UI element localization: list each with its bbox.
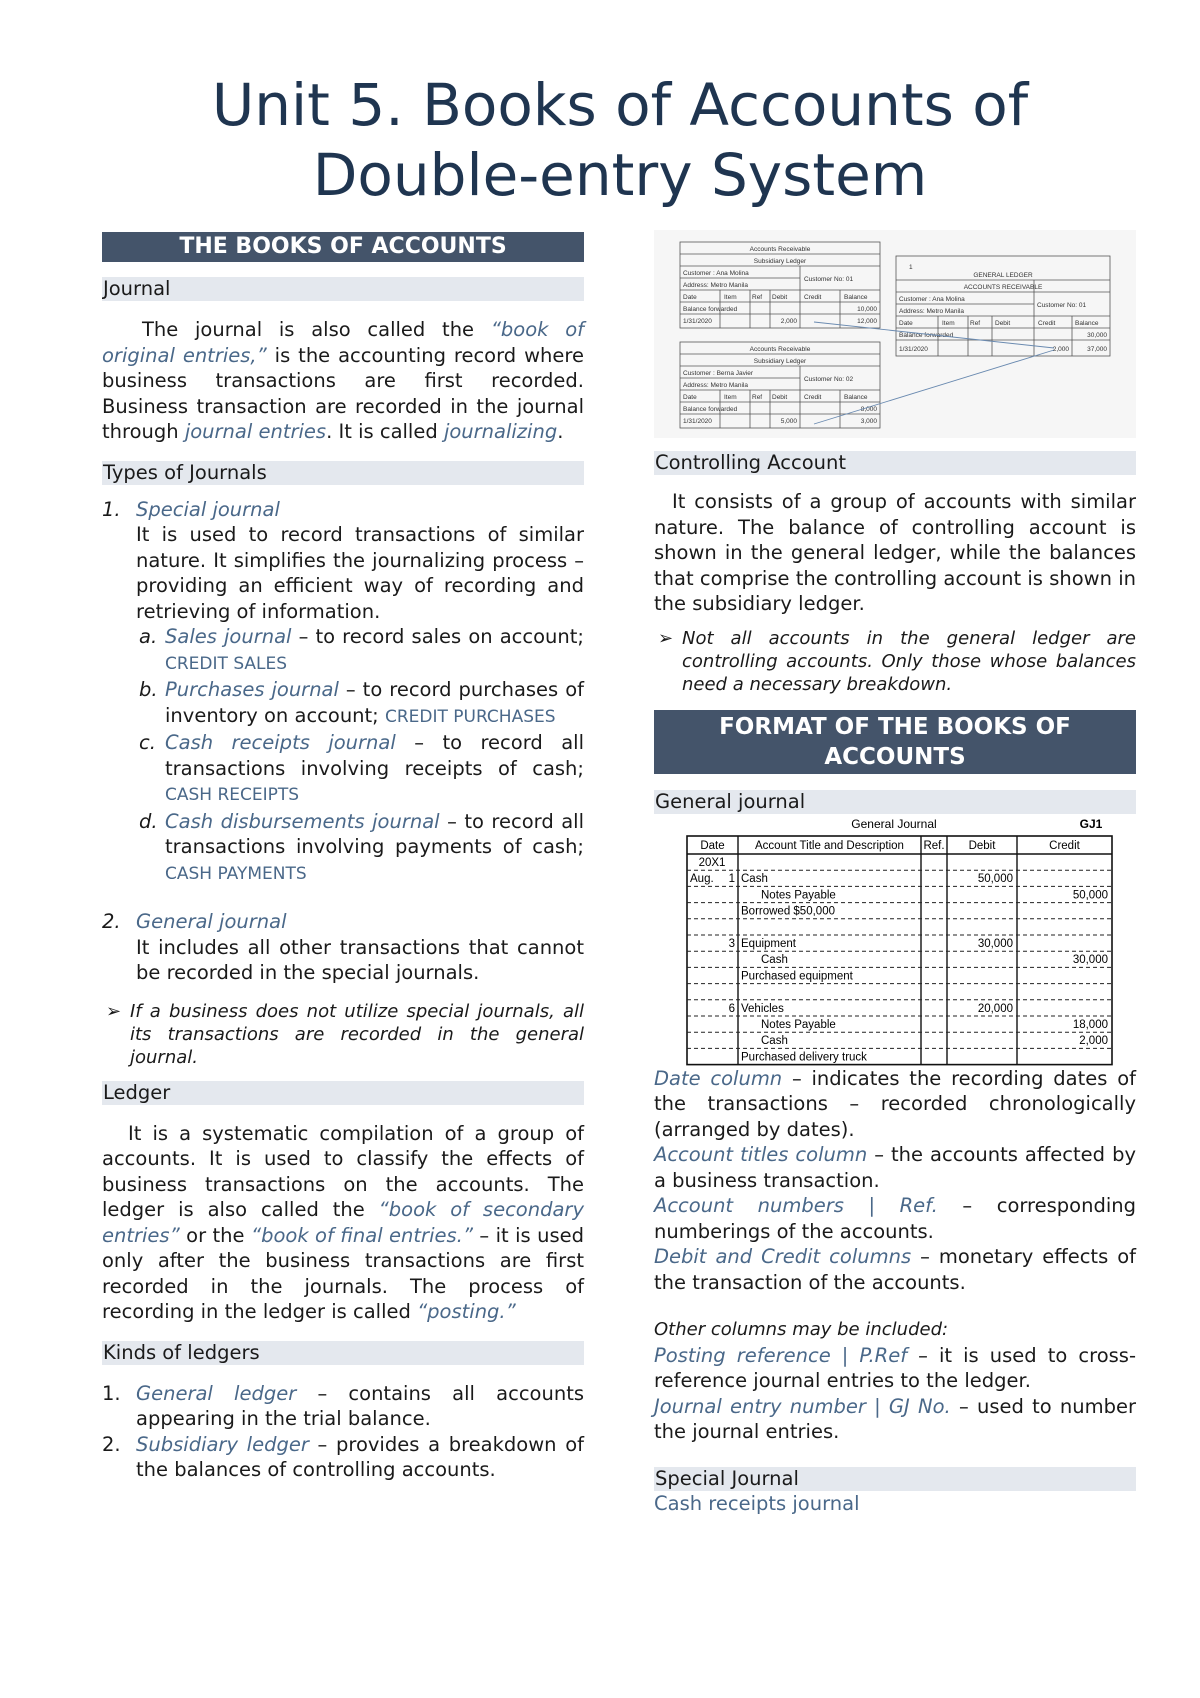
svg-text:Ref: Ref xyxy=(752,394,763,401)
svg-text:Balance forwarded: Balance forwarded xyxy=(683,406,738,413)
svg-text:2,000: 2,000 xyxy=(1052,346,1069,353)
note-controlling-accounts: ➢ Not all accounts in the general ledger are controlling accounts. Only those whose balances need a necessary breakdown. xyxy=(658,627,1136,695)
other-column-descriptions xyxy=(654,1343,1136,1445)
gj-account: Cash xyxy=(761,1034,788,1047)
arrow-icon: ➢ xyxy=(106,1000,122,1022)
right-column xyxy=(654,230,1136,1516)
gj-credit: 50,000 xyxy=(1072,888,1108,901)
gj-account: Equipment xyxy=(741,937,796,950)
svg-text:Balance: Balance xyxy=(1075,320,1099,327)
svg-text:Ref: Ref xyxy=(752,294,763,301)
gj-year: 20X1 xyxy=(698,856,726,869)
list-item: a. Sales journal – to record sales on account; CREDIT SALES xyxy=(139,625,584,674)
gj-debit: 30,000 xyxy=(977,937,1013,950)
special-journal-heading: Special Journal xyxy=(654,1467,1136,1491)
special-journal-desc: It is used to record transactions of similar nature. It simplifies the journalizing process – providing an efficient way of recording and retrieving of information. xyxy=(136,523,584,623)
gj-account: Cash xyxy=(741,872,768,885)
gj-month: Aug. xyxy=(690,872,714,885)
arrow-icon: ➢ xyxy=(658,627,674,649)
svg-text:Date: Date xyxy=(899,320,913,327)
svg-text:Date: Date xyxy=(683,394,697,401)
other-columns-label: Other columns may be included: xyxy=(654,1319,949,1340)
svg-text:Subsidiary Ledger: Subsidiary Ledger xyxy=(753,358,807,365)
list-item: c. Cash receipts journal – to record all transactions involving receipts of cash; CASH RECEIPTS xyxy=(139,731,584,805)
page-title xyxy=(0,70,1200,210)
svg-text:Accounts Receivable: Accounts Receivable xyxy=(749,346,811,353)
svg-text:10,000: 10,000 xyxy=(857,306,877,313)
gj-day: 6 xyxy=(728,1002,735,1015)
journal-paragraph: The journal is also called the “book of original entries,” is the accounting record where business transactions are first recorded. Business transaction are recorded in the journal through journal entries. It is called journalizing. xyxy=(102,318,584,443)
column-description: Posting reference | P.Ref – it is used to cross-reference journal entries to the ledger. xyxy=(654,1343,1136,1392)
format-banner: FORMAT OF THE BOOKS OF ACCOUNTS xyxy=(654,710,1136,774)
gj-header: Account Title and Description xyxy=(755,839,904,852)
gj-debit: 20,000 xyxy=(977,1002,1013,1015)
list-item: b. Purchases journal – to record purchases of inventory on account; CREDIT PURCHASES xyxy=(139,678,584,727)
svg-text:1/31/2020: 1/31/2020 xyxy=(683,318,712,325)
gj-title: General Journal xyxy=(851,816,937,831)
svg-text:1: 1 xyxy=(909,264,913,271)
svg-text:Customer : Berna Javier: Customer : Berna Javier xyxy=(683,370,754,377)
svg-text:Balance: Balance xyxy=(844,394,868,401)
svg-text:Item: Item xyxy=(942,320,955,327)
section-banner: THE BOOKS OF ACCOUNTS xyxy=(102,232,584,262)
title-line-2: Double-entry System xyxy=(312,141,928,209)
svg-text:Ref: Ref xyxy=(970,320,981,327)
svg-text:Credit: Credit xyxy=(804,394,822,401)
gj-account: Vehicles xyxy=(741,1002,784,1015)
svg-text:5,000: 5,000 xyxy=(780,418,797,425)
gj-account: Purchased delivery truck xyxy=(741,1050,867,1063)
gj-day: 3 xyxy=(728,937,735,950)
svg-text:GENERAL LEDGER: GENERAL LEDGER xyxy=(973,272,1033,279)
gj-header: Date xyxy=(700,839,725,852)
svg-text:Accounts Receivable: Accounts Receivable xyxy=(749,246,811,253)
list-item: 1. Special journal It is used to record transactions of similar nature. It simplifies the journalizing process – providing an efficient way of recording and retrieving of information. a. Sales journal – to record sales on account; CREDIT SALES b. Purchases journal – to record purchases of inventory on account; CREDIT PURCHASES c. Cash receipts journal – to record all transactions involving receipts of cash; CASH RECEIPTS d. Cash disbursements journal – to record all transactions involving payments of cash; CASH PAYMENTS xyxy=(102,497,584,888)
special-journal-sublist xyxy=(136,624,584,887)
gj-debit: 50,000 xyxy=(977,872,1013,885)
gj-account: Borrowed $50,000 xyxy=(741,905,835,918)
note-special-journals: ➢ If a business does not utilize special journals, all its transactions are recorded in the general journal. xyxy=(106,1000,584,1068)
svg-text:1/31/2020: 1/31/2020 xyxy=(683,418,712,425)
svg-text:Item: Item xyxy=(724,294,737,301)
svg-text:8,000: 8,000 xyxy=(860,406,877,413)
gj-header: Credit xyxy=(1049,839,1080,852)
gj-credit: 18,000 xyxy=(1072,1018,1108,1031)
special-journal-title: Special journal xyxy=(136,497,280,521)
svg-text:Address: Metro Manila: Address: Metro Manila xyxy=(899,308,965,315)
svg-text:Item: Item xyxy=(724,394,737,401)
svg-text:Debit: Debit xyxy=(772,394,788,401)
ledger-illustration xyxy=(654,230,1136,438)
gj-credit: 2,000 xyxy=(1079,1034,1108,1047)
list-item: 2. Subsidiary ledger – provides a breakdown of the balances of controlling accounts. xyxy=(102,1432,584,1481)
ledger-paragraph: It is a systematic compilation of a group of accounts. It is used to classify the effects of business transactions on the accounts. The ledger is also called the “book of secondary entries” or the “book of final entries.” – it is used only after the business transactions are first recorded in the journals. The process of recording in the ledger is called “posting.” xyxy=(102,1121,584,1323)
svg-text:30,000: 30,000 xyxy=(1087,332,1107,339)
svg-text:Credit: Credit xyxy=(1038,320,1056,327)
svg-text:Debit: Debit xyxy=(772,294,788,301)
svg-text:Customer No: 01: Customer No: 01 xyxy=(1037,302,1087,309)
svg-text:Subsidiary Ledger: Subsidiary Ledger xyxy=(753,258,807,265)
journal-heading: Journal xyxy=(102,277,584,301)
column-description: Account titles column – the accounts affected by a business transaction. xyxy=(654,1143,1136,1192)
column-description: Journal entry number | GJ No. – used to number the journal entries. xyxy=(654,1394,1136,1443)
svg-text:2,000: 2,000 xyxy=(780,318,797,325)
gj-credit: 30,000 xyxy=(1072,953,1108,966)
gj-account: Notes Payable xyxy=(761,1018,836,1031)
svg-text:3,000: 3,000 xyxy=(860,418,877,425)
column-description: Debit and Credit columns – monetary effects of the transaction of the accounts. xyxy=(654,1245,1137,1294)
list-item: 2. General journal It includes all other transactions that cannot be recorded in the special journals. xyxy=(102,910,584,984)
gj-account: Notes Payable xyxy=(761,888,836,901)
controlling-account-heading: Controlling Account xyxy=(654,451,1136,475)
left-column xyxy=(102,232,584,1483)
svg-text:Balance: Balance xyxy=(844,294,868,301)
column-descriptions xyxy=(654,1066,1136,1296)
column-description: Date column – indicates the recording dates of the transactions – recorded chronologically (arranged by dates). xyxy=(654,1066,1136,1141)
svg-text:37,000: 37,000 xyxy=(1087,346,1107,353)
svg-text:12,000: 12,000 xyxy=(857,318,877,325)
svg-text:ACCOUNTS RECEIVABLE: ACCOUNTS RECEIVABLE xyxy=(963,284,1043,291)
svg-text:Date: Date xyxy=(683,294,697,301)
ledger-heading: Ledger xyxy=(102,1081,584,1105)
types-heading: Types of Journals xyxy=(102,461,584,485)
list-item: d. Cash disbursements journal – to record all transactions involving payments of cash; CASH PAYMENTS xyxy=(139,809,585,884)
svg-text:Customer : Ana Molina: Customer : Ana Molina xyxy=(899,296,965,303)
controlling-account-paragraph: It consists of a group of accounts with similar nature. The balance of controlling account is shown in the general ledger, while the balances that comprise the controlling account is shown in the subsidiary ledger. xyxy=(654,490,1136,615)
svg-text:Balance forwarded: Balance forwarded xyxy=(683,306,738,313)
svg-text:Address: Metro Manila: Address: Metro Manila xyxy=(683,382,749,389)
svg-text:Customer No: 01: Customer No: 01 xyxy=(804,276,854,283)
svg-text:Credit: Credit xyxy=(804,294,822,301)
svg-text:Debit: Debit xyxy=(995,320,1011,327)
general-journal-figure xyxy=(654,814,1136,1066)
general-journal-title: General journal xyxy=(136,910,287,933)
svg-text:Customer No: 02: Customer No: 02 xyxy=(804,376,854,383)
general-journal-heading: General journal xyxy=(654,790,1136,814)
svg-text:Balance forwarded: Balance forwarded xyxy=(899,332,954,339)
column-description: Account numbers | Ref. – corresponding numberings of the accounts. xyxy=(654,1194,1136,1243)
gj-day: 1 xyxy=(728,872,735,885)
gj-page: GJ1 xyxy=(1079,816,1103,831)
gj-account: Cash xyxy=(761,953,788,966)
gj-header: Debit xyxy=(968,839,996,852)
svg-text:Customer : Ana Molina: Customer : Ana Molina xyxy=(683,270,749,277)
svg-text:Address: Metro Manila: Address: Metro Manila xyxy=(683,282,749,289)
journal-types-list xyxy=(102,497,584,986)
list-item: 1. General ledger – contains all accounts appearing in the trial balance. xyxy=(102,1381,585,1430)
title-line-1: Unit 5. Books of Accounts of xyxy=(211,71,1029,139)
cash-receipts-journal-link: Cash receipts journal xyxy=(654,1491,860,1515)
general-journal-desc: It includes all other transactions that cannot be recorded in the special journals. xyxy=(136,935,584,984)
svg-text:1/31/2020: 1/31/2020 xyxy=(899,346,928,353)
kinds-of-ledgers-list xyxy=(102,1381,584,1483)
gj-header: Ref. xyxy=(923,839,945,852)
kinds-heading: Kinds of ledgers xyxy=(102,1341,584,1365)
gj-account: Purchased equipment xyxy=(741,969,853,982)
